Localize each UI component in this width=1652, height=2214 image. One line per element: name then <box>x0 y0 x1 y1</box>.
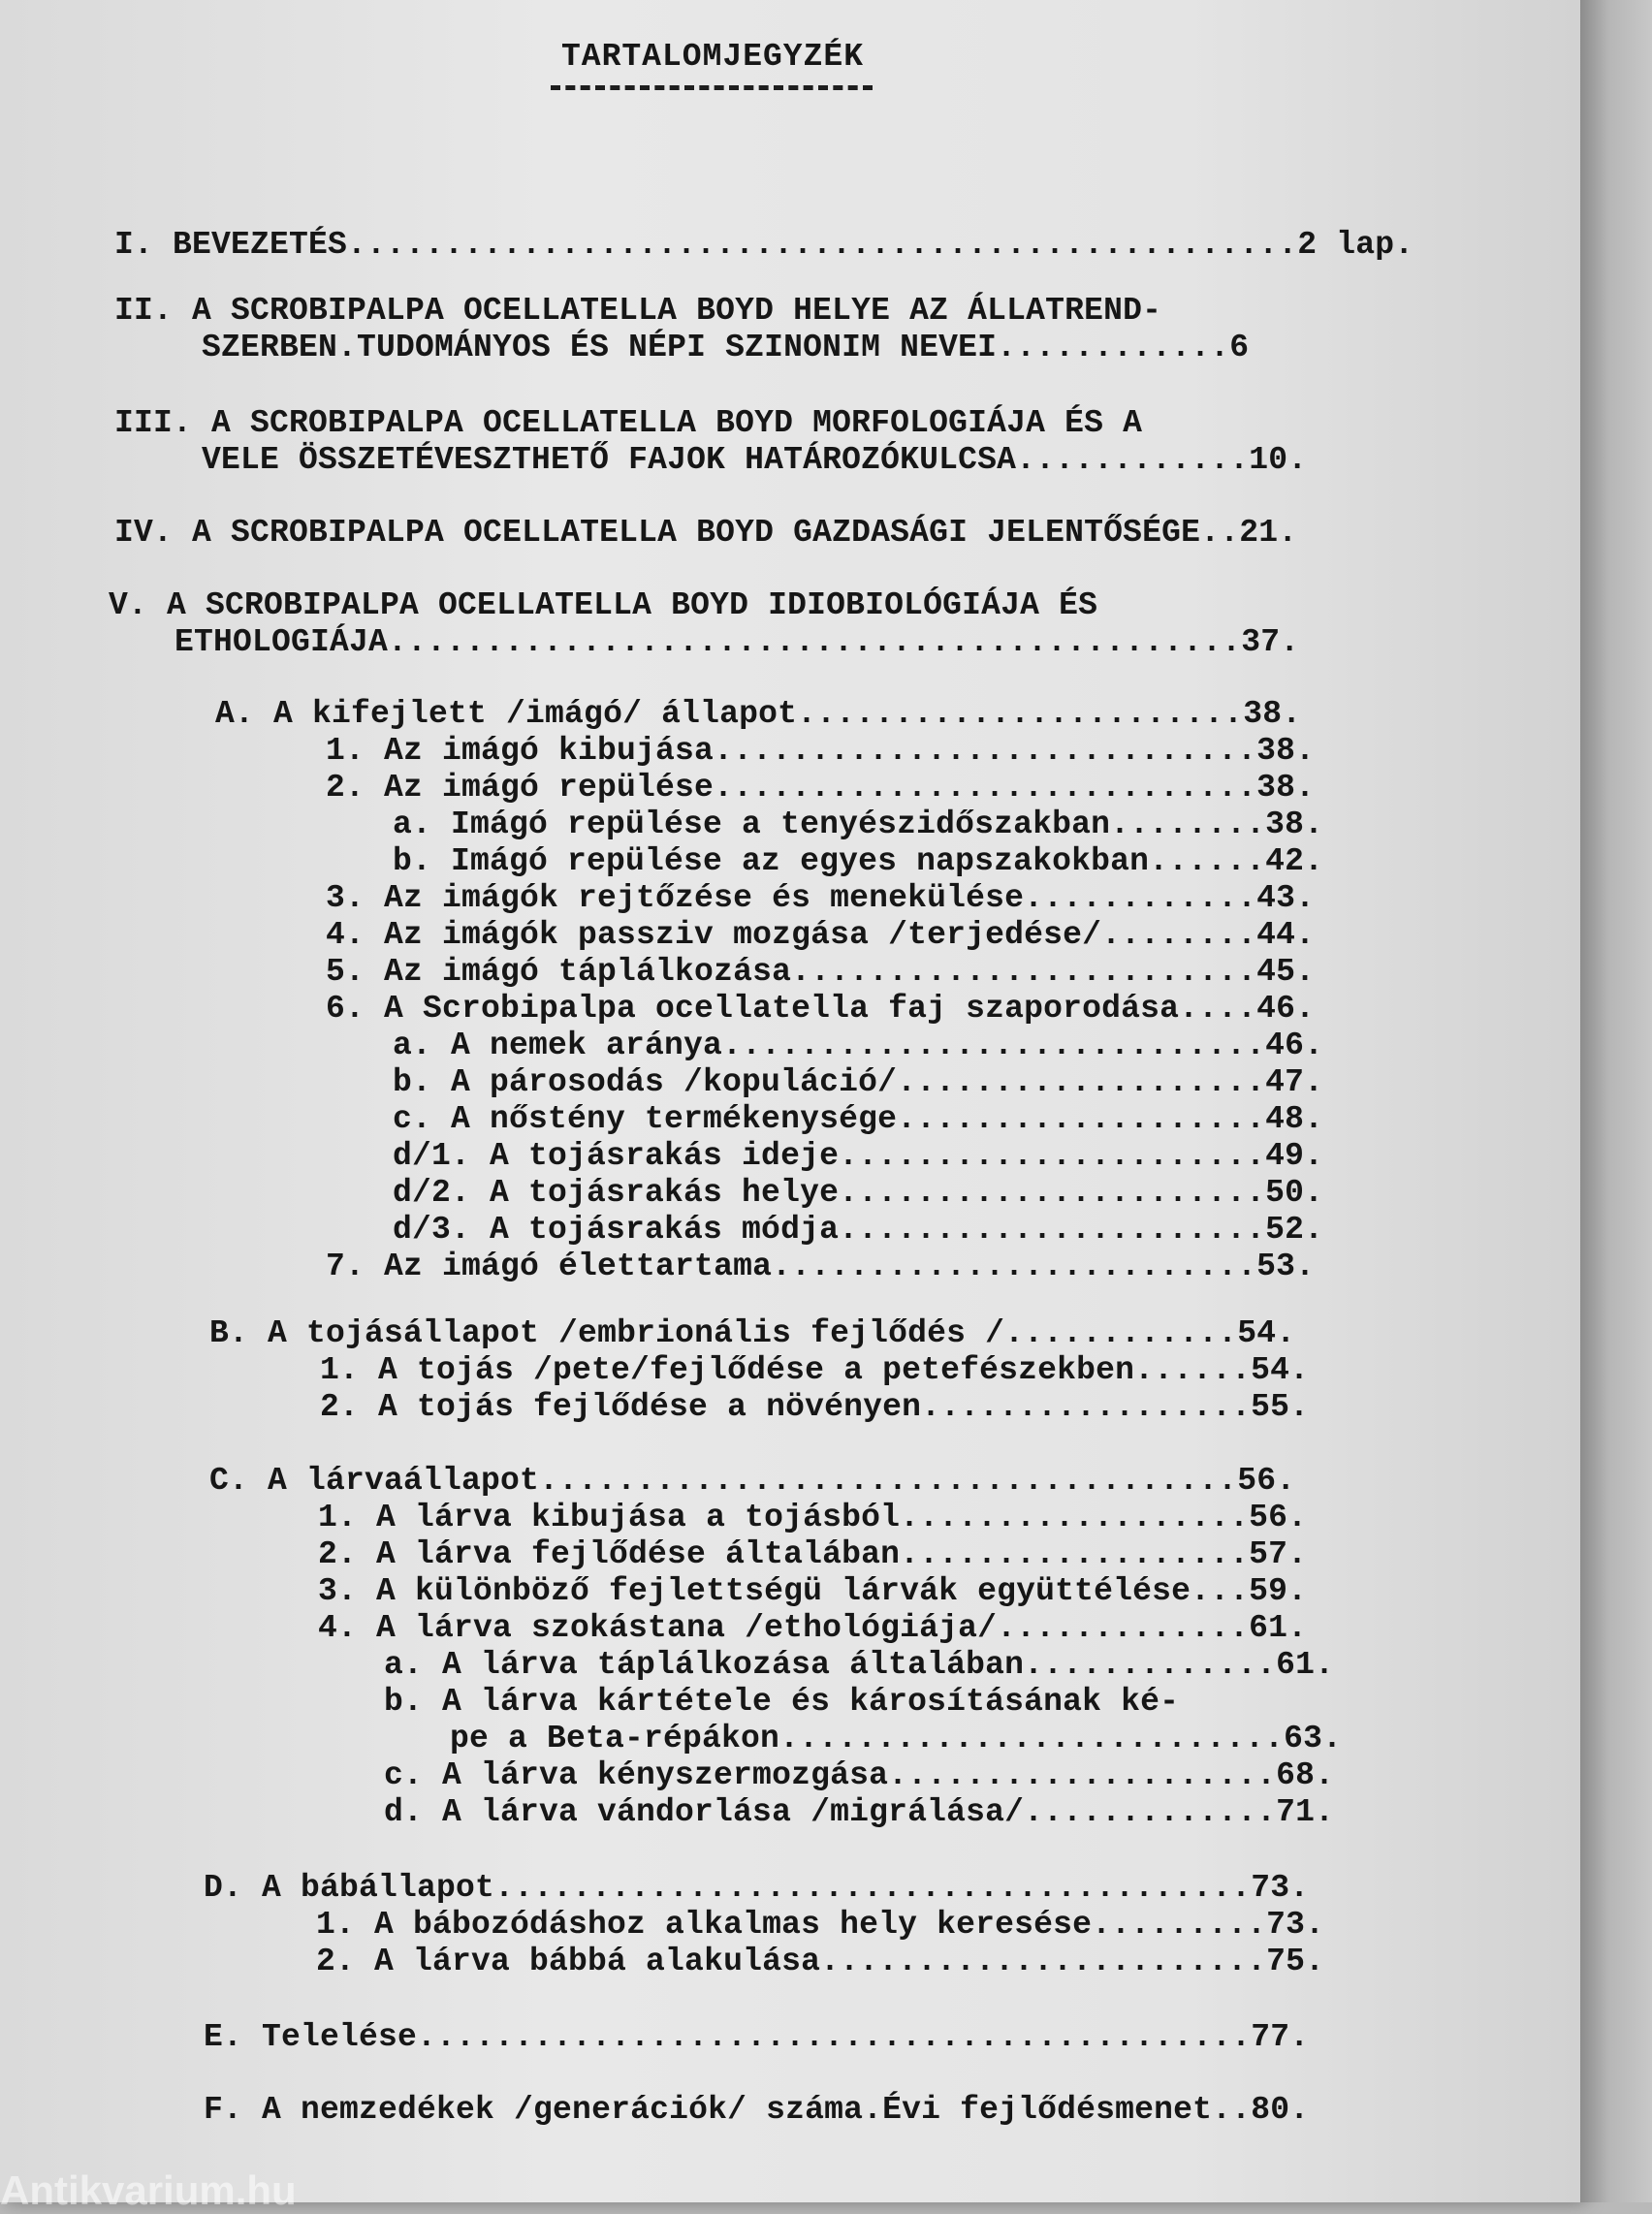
toc-entry[interactable] <box>318 1536 1307 1572</box>
dot-leader: ....................................... <box>494 1870 1252 1906</box>
toc-page-number: 56. <box>1249 1500 1308 1535</box>
toc-entry-title: 1. Az imágó kibujása <box>326 733 715 769</box>
toc-entry[interactable] <box>204 2019 1309 2055</box>
dot-leader: ................... <box>897 1064 1266 1100</box>
toc-entry[interactable] <box>384 1684 1179 1720</box>
toc-page-number: 48. <box>1265 1101 1324 1137</box>
toc-entry-title: 2. A lárva bábbá alakulása <box>316 1944 821 1979</box>
toc-entry-title: 3. Az imágók rejtőzése és menekülése <box>326 880 1025 916</box>
toc-page-number: 46. <box>1256 991 1316 1027</box>
dot-leader: ............................ <box>714 770 1257 806</box>
toc-entry-continuation <box>175 624 1299 660</box>
dot-leader: ...................... <box>839 1212 1266 1248</box>
toc-entry-title: 1. A bábozódáshoz alkalmas hely keresése <box>316 1907 1093 1943</box>
toc-entry-title: 6. A Scrobipalpa ocellatella faj szaporodása <box>326 991 1180 1027</box>
dot-leader: ........................................... <box>417 2019 1252 2055</box>
toc-entry[interactable] <box>326 733 1315 769</box>
toc-entry[interactable] <box>393 843 1323 879</box>
dot-leader: ............................ <box>714 733 1257 769</box>
dot-leader: ... <box>1191 1573 1250 1609</box>
watermark-text: Antikvarium.hu <box>0 2167 297 2213</box>
toc-entry-line1: II. A SCROBIPALPA OCELLATELLA BOYD HELYE AZ ÁLLATREND- <box>114 293 1162 329</box>
dot-leader: ............ <box>997 330 1230 365</box>
dot-leader: .. <box>1212 2092 1252 2128</box>
toc-entry[interactable] <box>209 1463 1295 1499</box>
toc-entry-title: d. A lárva vándorlása /migrálása/ <box>384 1794 1025 1830</box>
toc-page-number: 44. <box>1256 917 1316 953</box>
page-edge-shadow <box>1580 0 1652 2202</box>
toc-entry-continuation <box>450 1721 1342 1756</box>
toc-page-number: 47. <box>1265 1064 1324 1100</box>
toc-entry-title: 5. Az imágó táplálkozása <box>326 954 792 990</box>
dot-leader: ...................... <box>839 1175 1266 1211</box>
toc-entry[interactable] <box>316 1907 1324 1943</box>
toc-entry[interactable] <box>326 954 1315 990</box>
toc-entry[interactable] <box>384 1794 1334 1830</box>
toc-entry-title: C. A lárvaállapot <box>209 1463 540 1499</box>
dot-leader: ...................... <box>839 1138 1266 1174</box>
toc-entry[interactable] <box>114 405 1142 441</box>
toc-entry-title: b. Imágó repülése az egyes napszakokban <box>393 843 1150 879</box>
dot-leader: ...... <box>1149 843 1266 879</box>
toc-entry-line2: VELE ÖSSZETÉVESZTHETŐ FAJOK HATÁROZÓKULCSA <box>202 442 1017 478</box>
toc-page-number: 50. <box>1265 1175 1324 1211</box>
toc-entry[interactable] <box>393 1064 1323 1100</box>
dot-leader: ............ <box>1004 1315 1238 1351</box>
toc-page-number: 75. <box>1266 1944 1325 1979</box>
toc-entry-title: c. A nőstény termékenysége <box>393 1101 898 1137</box>
toc-entry-line1: III. A SCROBIPALPA OCELLATELLA BOYD MORFOLOGIÁJA ÉS A <box>114 405 1143 441</box>
toc-page-number: 77. <box>1251 2019 1310 2055</box>
title-underline <box>551 85 873 90</box>
toc-entry-title: a. Imágó repülése a tenyészidőszakban <box>393 807 1111 842</box>
toc-entry-title: 3. A különböző fejlettségü lárvák együttélése <box>318 1573 1191 1609</box>
toc-entry[interactable] <box>384 1757 1334 1793</box>
toc-entry-title: 2. A lárva fejlődése általában <box>318 1536 901 1572</box>
toc-page-number: 49. <box>1265 1138 1324 1174</box>
toc-entry[interactable] <box>393 1028 1323 1063</box>
toc-entry-title: 1. A lárva kibujása a tojásból <box>318 1500 901 1535</box>
toc-page-number: 71. <box>1276 1794 1335 1830</box>
dot-leader: ....................... <box>820 1944 1267 1979</box>
toc-entry[interactable] <box>326 770 1315 806</box>
toc-entry-title: 4. Az imágók passziv mozgása /terjedése/ <box>326 917 1102 953</box>
toc-entry[interactable] <box>204 2092 1309 2128</box>
toc-page-number: 59. <box>1249 1573 1308 1609</box>
toc-page-number: 2 lap. <box>1297 227 1414 263</box>
toc-entry[interactable] <box>393 1175 1323 1211</box>
toc-entry[interactable] <box>109 587 1097 623</box>
toc-entry[interactable] <box>318 1610 1307 1646</box>
dot-leader: .. <box>1200 515 1240 551</box>
toc-entry-title: A. A kifejlett /imágó/ állapot <box>215 696 798 732</box>
page-title: TARTALOMJEGYZÉK <box>560 39 865 75</box>
toc-page-number: 45. <box>1256 954 1316 990</box>
dot-leader: .................................... <box>539 1463 1238 1499</box>
dot-leader: ............ <box>1016 442 1250 478</box>
toc-entry[interactable] <box>326 1249 1315 1284</box>
toc-entry-title: B. A tojásállapot /embrionális fejlődés / <box>209 1315 1005 1351</box>
toc-entry-continuation <box>202 442 1307 478</box>
toc-entry[interactable] <box>215 696 1301 732</box>
dot-leader: .... <box>1179 991 1257 1027</box>
toc-entry-title: a. A nemek aránya <box>393 1028 723 1063</box>
toc-entry[interactable] <box>320 1352 1309 1388</box>
toc-page-number: 38. <box>1243 696 1302 732</box>
dot-leader: ............. <box>1024 1647 1277 1683</box>
toc-entry[interactable] <box>393 807 1323 842</box>
dot-leader: ................. <box>921 1389 1252 1425</box>
toc-entry-line2: SZERBEN.TUDOMÁNYOS ÉS NÉPI SZINONIM NEVEI <box>202 330 998 365</box>
toc-page-number: 10. <box>1249 442 1308 478</box>
toc-entry-line1: b. A lárva kártétele és károsításának ké- <box>384 1684 1180 1720</box>
dot-leader: ........ <box>1101 917 1257 953</box>
toc-page-number: 56. <box>1237 1463 1296 1499</box>
toc-entry[interactable] <box>114 293 1161 329</box>
toc-entry[interactable] <box>326 917 1315 953</box>
toc-entry-title: 2. A tojás fejlődése a növényen <box>320 1389 922 1425</box>
dot-leader: .................... <box>888 1757 1277 1793</box>
toc-page-number: 38. <box>1256 770 1316 806</box>
toc-entry[interactable] <box>384 1647 1334 1683</box>
toc-entry[interactable] <box>320 1389 1309 1425</box>
toc-page-number: 80. <box>1251 2092 1310 2128</box>
toc-page-number: 68. <box>1276 1757 1335 1793</box>
dot-leader: ................................................. <box>347 227 1298 263</box>
dot-leader: .......................... <box>779 1721 1285 1756</box>
toc-page-number: 6 <box>1229 330 1250 365</box>
toc-entry-continuation <box>202 330 1249 365</box>
toc-page-number: 46. <box>1265 1028 1324 1063</box>
dot-leader: ............. <box>1024 1794 1277 1830</box>
toc-entry-title: d/2. A tojásrakás helye <box>393 1175 840 1211</box>
toc-entry[interactable] <box>326 880 1315 916</box>
toc-page-number: 54. <box>1237 1315 1296 1351</box>
toc-page-number: 43. <box>1256 880 1316 916</box>
dot-leader: .................. <box>900 1500 1250 1535</box>
toc-entry-title: D. A bábállapot <box>204 1870 495 1906</box>
toc-page-number: 38. <box>1256 733 1316 769</box>
toc-entry-title: 2. Az imágó repülése <box>326 770 715 806</box>
toc-entry-title: F. A nemzedékek /generációk/ száma.Évi fejlődésmenet <box>204 2092 1213 2128</box>
toc-page-number: 54. <box>1251 1352 1310 1388</box>
toc-entry[interactable] <box>114 227 1414 263</box>
toc-page-number: 21. <box>1239 515 1298 551</box>
toc-entry[interactable] <box>114 515 1297 551</box>
toc-entry[interactable] <box>393 1101 1323 1137</box>
toc-entry-title: 4. A lárva szokástana /ethológiája/ <box>318 1610 998 1646</box>
toc-page-number: 38. <box>1265 807 1324 842</box>
toc-page-number: 57. <box>1249 1536 1308 1572</box>
dot-leader: ............ <box>1024 880 1257 916</box>
dot-leader: ...... <box>1134 1352 1252 1388</box>
toc-entry[interactable] <box>393 1212 1323 1248</box>
toc-page-number: 53. <box>1256 1249 1316 1284</box>
dot-leader: ............................................ <box>388 624 1242 660</box>
toc-page-number: 42. <box>1265 843 1324 879</box>
dot-leader: ....................... <box>797 696 1244 732</box>
dot-leader: ......................... <box>772 1249 1257 1284</box>
toc-entry[interactable] <box>318 1500 1307 1535</box>
toc-entry[interactable] <box>318 1573 1307 1609</box>
toc-entry-title: d/1. A tojásrakás ideje <box>393 1138 840 1174</box>
toc-entry[interactable] <box>209 1315 1295 1351</box>
toc-entry[interactable] <box>316 1944 1324 1979</box>
toc-entry-line2: ETHOLOGIÁJA <box>175 624 389 660</box>
toc-entry-title: d/3. A tojásrakás módja <box>393 1212 840 1248</box>
dot-leader: ............................ <box>722 1028 1266 1063</box>
toc-entry-title: c. A lárva kényszermozgása <box>384 1757 889 1793</box>
toc-entry-title: 1. A tojás /pete/fejlődése a petefészekben <box>320 1352 1135 1388</box>
dot-leader: ......... <box>1092 1907 1267 1943</box>
toc-entry[interactable] <box>204 1870 1309 1906</box>
toc-page-number: 55. <box>1251 1389 1310 1425</box>
toc-entry-title: a. A lárva táplálkozása általában <box>384 1647 1025 1683</box>
dot-leader: ........ <box>1110 807 1266 842</box>
toc-page-number: 73. <box>1266 1907 1325 1943</box>
toc-entry-line1: V. A SCROBIPALPA OCELLATELLA BOYD IDIOBIOLÓGIÁJA ÉS <box>109 587 1098 623</box>
dot-leader: ................... <box>897 1101 1266 1137</box>
toc-page-number: 61. <box>1276 1647 1335 1683</box>
toc-entry-line2: pe a Beta-répákon <box>450 1721 780 1756</box>
toc-page-number: 52. <box>1265 1212 1324 1248</box>
dot-leader: .................. <box>900 1536 1250 1572</box>
toc-entry[interactable] <box>326 991 1315 1027</box>
toc-entry-title: b. A párosodás /kopuláció/ <box>393 1064 898 1100</box>
dot-leader: ............. <box>997 1610 1250 1646</box>
toc-page-number: 63. <box>1284 1721 1343 1756</box>
toc-entry-title: E. Telelése <box>204 2019 418 2055</box>
toc-page-number: 61. <box>1249 1610 1308 1646</box>
toc-entry[interactable] <box>393 1138 1323 1174</box>
toc-entry-title: 7. Az imágó élettartama <box>326 1249 773 1284</box>
dot-leader: ........................ <box>791 954 1257 990</box>
toc-page-number: 73. <box>1251 1870 1310 1906</box>
toc-entry-title: I. BEVEZETÉS <box>114 227 348 263</box>
toc-entry-title: IV. A SCROBIPALPA OCELLATELLA BOYD GAZDASÁGI JELENTŐSÉGE <box>114 515 1201 551</box>
toc-page-number: 37. <box>1241 624 1300 660</box>
